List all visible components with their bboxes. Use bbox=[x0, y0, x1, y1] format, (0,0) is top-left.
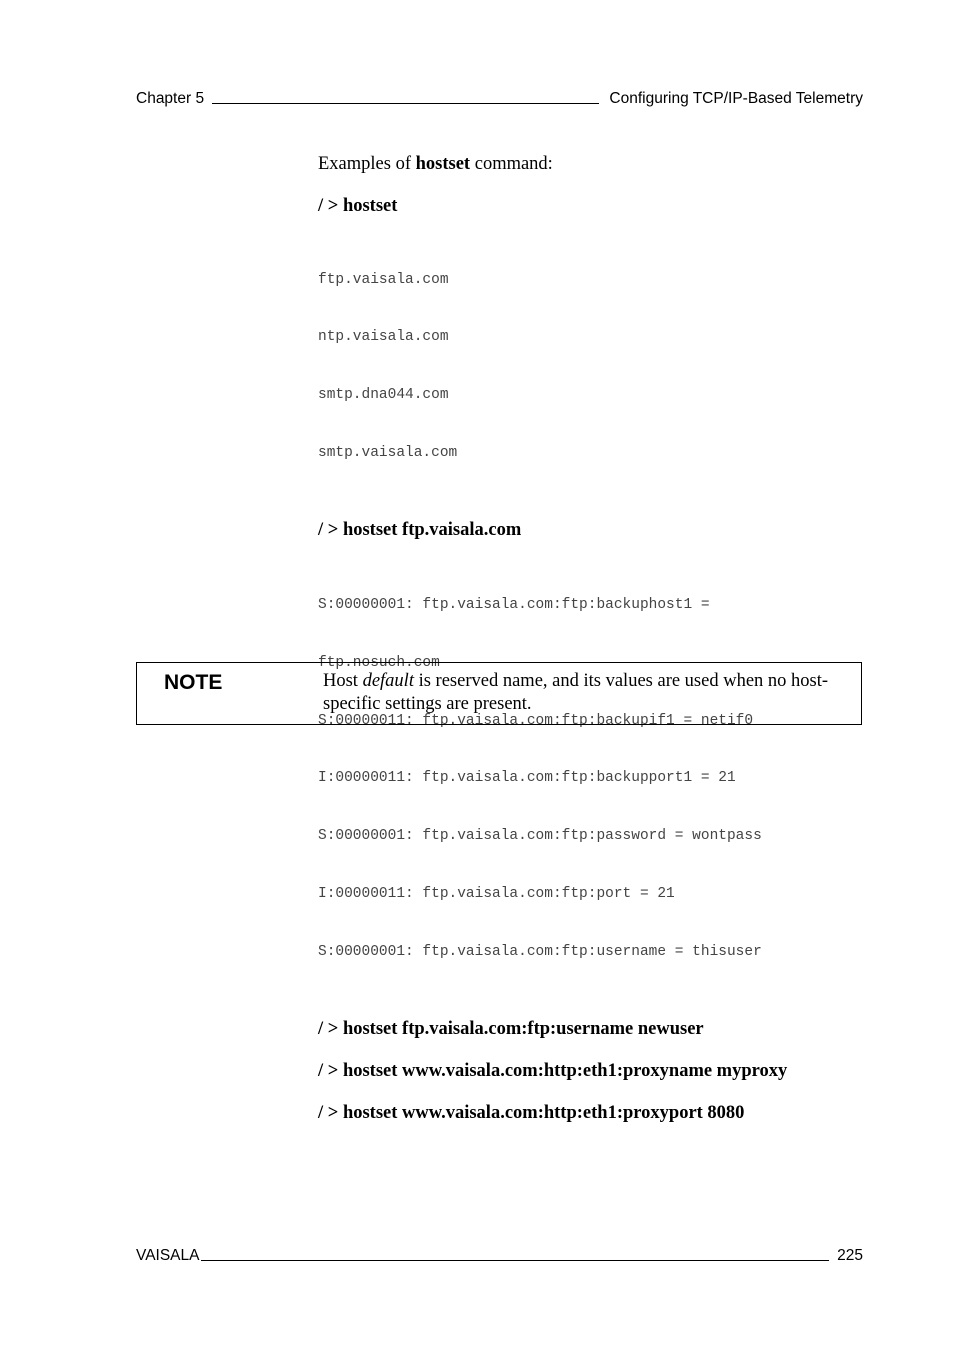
note-text: Host default is reserved name, and its values are used when no host-specific settings are present. bbox=[323, 671, 829, 714]
code-line: ntp.vaisala.com bbox=[318, 329, 449, 346]
footer-rule bbox=[201, 1259, 829, 1261]
chapter-label: Chapter 5 bbox=[136, 90, 205, 107]
code-line: S:00000001: ftp.vaisala.com:ftp:username = thisuser bbox=[318, 944, 762, 961]
code-line: ftp.vaisala.com bbox=[318, 271, 449, 288]
main-content bbox=[318, 152, 878, 1125]
page-number: 225 bbox=[837, 1247, 863, 1264]
page-header bbox=[136, 86, 863, 108]
code-output-1 bbox=[318, 232, 878, 502]
code-line: smtp.vaisala.com bbox=[318, 445, 458, 462]
header-rule bbox=[212, 102, 599, 104]
code-line: S:00000011: ftp.vaisala.com:ftp:backupif1 = netif0 bbox=[318, 712, 754, 729]
footer-brand: VAISALA bbox=[136, 1247, 200, 1264]
command-line-4: / > hostset www.vaisala.com:http:eth1:proxyname myproxy bbox=[318, 1060, 788, 1081]
command-line-2: / > hostset ftp.vaisala.com bbox=[318, 520, 522, 541]
command-line-3: / > hostset ftp.vaisala.com:ftp:username newuser bbox=[318, 1018, 704, 1039]
note-box bbox=[136, 662, 862, 725]
code-line: S:00000001: ftp.vaisala.com:ftp:backuphost1 = bbox=[318, 596, 710, 613]
note-label: NOTE bbox=[164, 671, 223, 694]
code-line: smtp.dna044.com bbox=[318, 387, 449, 404]
chapter-title: Configuring TCP/IP-Based Telemetry bbox=[609, 90, 863, 107]
code-line: S:00000001: ftp.vaisala.com:ftp:password = wontpass bbox=[318, 828, 762, 845]
intro-command-name: hostset bbox=[415, 154, 471, 174]
command-line-1: / > hostset bbox=[318, 196, 398, 216]
command-line-5: / > hostset www.vaisala.com:http:eth1:proxyport 8080 bbox=[318, 1102, 745, 1123]
code-line: ftp.nosuch.com bbox=[318, 654, 440, 671]
code-output-2 bbox=[318, 557, 878, 1001]
page-footer bbox=[136, 1243, 863, 1265]
code-line: I:00000011: ftp.vaisala.com:ftp:port = 21 bbox=[318, 886, 675, 903]
code-line: I:00000011: ftp.vaisala.com:ftp:backupport1 = 21 bbox=[318, 770, 736, 787]
intro-paragraph: Examples of hostset command: bbox=[318, 154, 553, 174]
note-italic-term: default bbox=[362, 671, 414, 691]
